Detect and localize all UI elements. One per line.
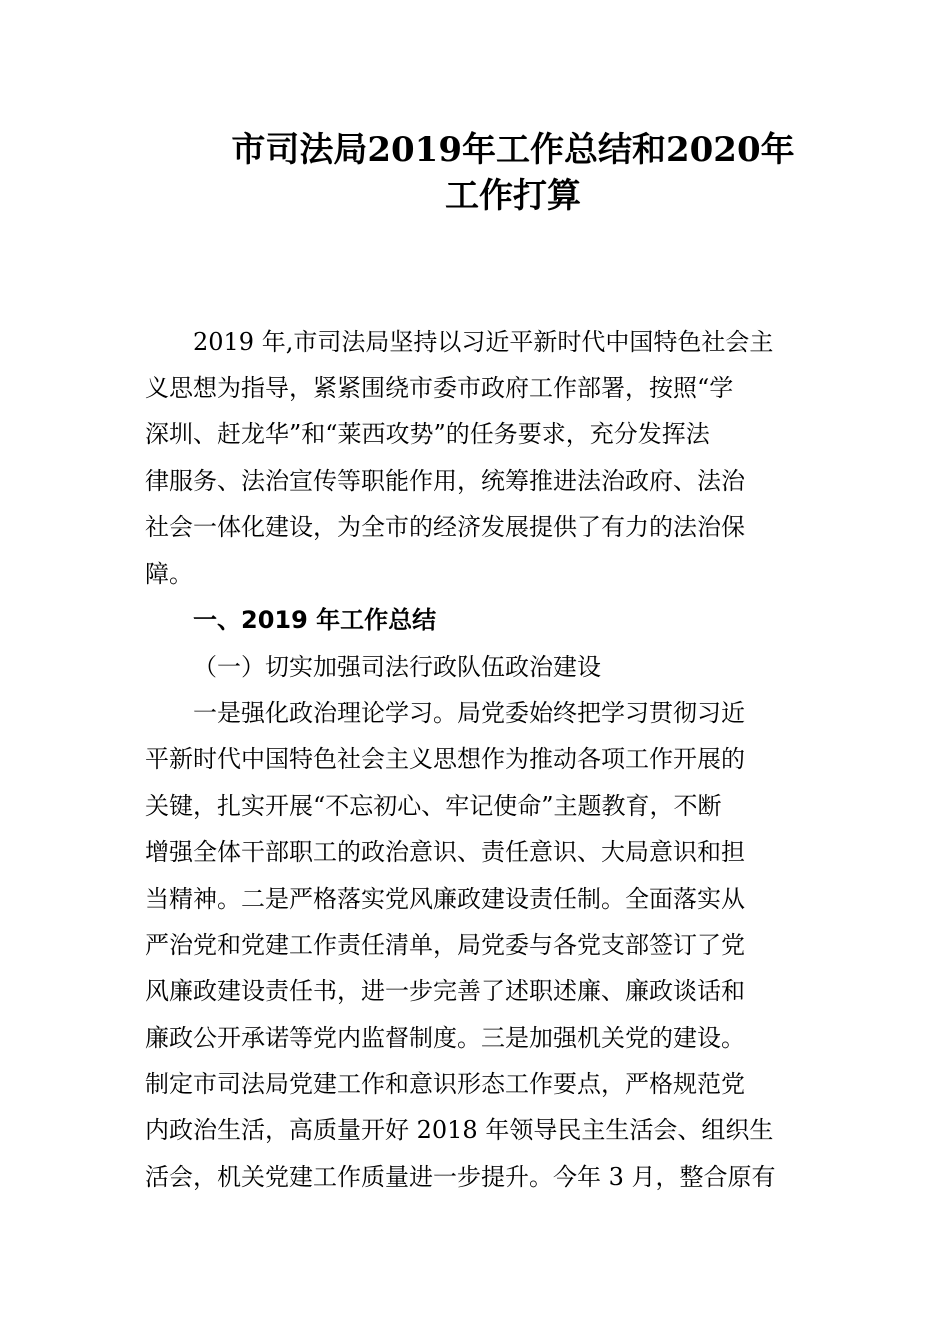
body-line: 廉政公开承诺等党内监督制度。三是加强机关党的建设。 xyxy=(145,1024,745,1052)
subsection-heading: （一）切实加强司法行政队伍政治建设 xyxy=(193,653,601,681)
body-line: 社会一体化建设，为全市的经济发展提供了有力的法治保 xyxy=(145,513,745,541)
body-line: 2019 年,市司法局坚持以习近平新时代中国特色社会主 xyxy=(193,328,774,356)
section-heading: 一、2019 年工作总结 xyxy=(193,606,437,634)
body-line: 义思想为指导，紧紧围绕市委市政府工作部署，按照“学 xyxy=(145,374,734,402)
body-line: 当精神。二是严格落实党风廉政建设责任制。全面落实从 xyxy=(145,885,745,913)
body-line: 内政治生活，高质量开好 2018 年领导民主生活会、组织生 xyxy=(145,1116,774,1144)
document-title-line-1: 市司法局2019年工作总结和2020年 xyxy=(231,130,795,170)
document-title-line-2: 工作打算 xyxy=(445,176,581,216)
body-line: 深圳、赶龙华”和“莱西攻势”的任务要求，充分发挥法 xyxy=(145,420,710,448)
body-line: 障。 xyxy=(145,560,193,588)
body-line: 关键，扎实开展“不忘初心、牢记使命”主题教育，不断 xyxy=(145,792,722,820)
body-line: 制定市司法局党建工作和意识形态工作要点，严格规范党 xyxy=(145,1070,745,1098)
body-line: 活会，机关党建工作质量进一步提升。今年 3 月，整合原有 xyxy=(145,1163,776,1191)
body-line: 严治党和党建工作责任清单，局党委与各党支部签订了党 xyxy=(145,931,745,959)
body-line: 增强全体干部职工的政治意识、责任意识、大局意识和担 xyxy=(145,838,745,866)
body-line: 一是强化政治理论学习。局党委始终把学习贯彻习近 xyxy=(193,699,745,727)
body-line: 平新时代中国特色社会主义思想作为推动各项工作开展的 xyxy=(145,745,745,773)
body-line: 风廉政建设责任书，进一步完善了述职述廉、廉政谈话和 xyxy=(145,977,745,1005)
body-line: 律服务、法治宣传等职能作用，统筹推进法治政府、法治 xyxy=(145,467,745,495)
